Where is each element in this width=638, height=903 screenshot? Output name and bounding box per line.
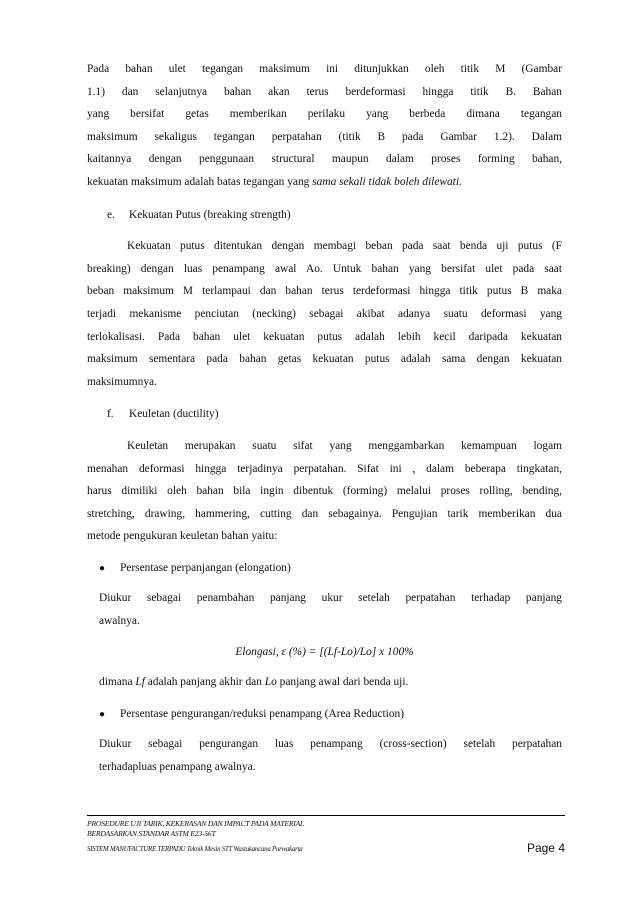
bullet-icon: ●	[99, 562, 106, 574]
text-line: kaitannya dengan penggunaan structural maupun dalam proses forming bahan,	[87, 153, 562, 166]
bullet-icon: ●	[99, 708, 106, 720]
symbol-lf: Lf	[135, 676, 145, 689]
section-heading-f	[87, 403, 562, 426]
text-run: kekuatan maksimum adalah batas tegangan yang	[87, 175, 313, 188]
text-line: Diukur sebagai penambahan panjang ukur setelah perpatahan terhadap panjang	[99, 592, 562, 605]
text-line: terlokalisasi. Pada bahan ulet kekuatan putus adalah lebih kecil daripada kekuatan	[87, 330, 562, 343]
text-line: Keuletan merupakan suatu sifat yang menggambarkan kemampuan logam	[127, 439, 562, 452]
footer-title-line-2: BERDASARKAN STANDAR ASTM E23-56T	[87, 829, 216, 838]
text-line	[87, 171, 562, 194]
section-heading-e	[87, 204, 562, 227]
text-line: terjadi mekanisme penciutan (necking) sebagai akibat adanya suatu deformasi yang	[87, 307, 562, 320]
paragraph-2	[87, 235, 562, 393]
symbol-lo: Lo	[264, 676, 277, 689]
text-line: maksimum sekaligus tegangan perpatahan (titik B pada Gambar 1.2). Dalam	[87, 130, 562, 143]
text-line: breaking) dengan luas penampang awal Ao. Untuk bahan yang bersifat ulet pada saat	[87, 262, 562, 275]
footer-institution: SISTEM MANUFACTURE TERPADU Teknik Mesin STT Wastukancana Purwakarta	[87, 846, 303, 853]
formula-definition	[87, 671, 562, 694]
paragraph-3	[87, 435, 562, 548]
italic-text: sama sekali tidak boleh dilewati.	[312, 175, 462, 188]
bullet-item-area-reduction	[87, 703, 562, 727]
text-line: yang bersifat getas memberikan perilaku yang berbeda dimana tegangan	[87, 108, 562, 121]
text-line: maksimum sementara pada bahan getas kekuatan putus adalah sama dengan kekuatan	[87, 353, 562, 366]
heading-label: e.	[107, 208, 115, 221]
text-line: awalnya.	[99, 615, 140, 628]
text-line: metode pengukuran keuletan bahan yaitu:	[87, 530, 278, 543]
text-line: Diukur sebagai pengurangan luas penampang (cross-section) setelah perpatahan	[99, 738, 562, 751]
footer-title-line-1: PROSEDURE UJI TARIK, KEKERASAN DAN IMPACT PADA MATERIAL	[87, 819, 305, 828]
text-line: Kekuatan putus ditentukan dengan membagi beban pada saat benda uji putus (F	[127, 240, 562, 253]
heading-label: f.	[107, 408, 114, 421]
area-reduction-description	[87, 733, 562, 778]
text-line: harus dimiliki oleh bahan bila ingin dibentuk (forming) melalui proses rolling, bending,	[87, 485, 562, 498]
page-footer	[87, 815, 565, 853]
elongation-formula: Elongasi, ε (%) = [(Lf-Lo)/Lo] x 100%	[235, 645, 414, 658]
heading-text: Kekuatan Putus (breaking strength)	[129, 208, 291, 221]
bullet-text: Persentase perpanjangan (elongation)	[120, 561, 291, 574]
text-run: panjang awal dari benda uji.	[276, 676, 409, 689]
text-line: Pada bahan ulet tegangan maksimum ini ditunjukkan oleh titik M (Gambar	[87, 63, 562, 75]
document-body	[87, 58, 562, 779]
text-run: dimana	[99, 676, 136, 689]
text-line: menahan deformasi hingga terjadinya perpatahan. Sifat ini , dalam beberapa tingkatan,	[87, 462, 562, 475]
text-line: terhadapluas penampang awalnya.	[99, 761, 256, 774]
text-line: beban maksimum M terlampaui dan bahan terus terdeformasi hingga titik putus B maka	[87, 285, 562, 298]
text-line: maksimumnya.	[87, 375, 157, 388]
heading-text: Keuletan (ductility)	[129, 408, 219, 421]
page-number: Page 4	[526, 841, 565, 855]
paragraph-1	[87, 58, 562, 194]
footer-divider	[87, 815, 565, 816]
text-line: stretching, drawing, hammering, cutting dan sebagainya. Pengujian tarik memberikan dua	[87, 507, 562, 520]
bullet-text: Persentase pengurangan/reduksi penampang (Area Reduction)	[120, 707, 405, 720]
elongation-description	[87, 587, 562, 632]
text-line: 1.1) dan selanjutnya bahan akan terus berdeformasi hingga titik B. Bahan	[87, 85, 562, 98]
text-run: adalah panjang akhir dan	[144, 676, 265, 689]
bullet-item-elongation	[87, 557, 562, 581]
